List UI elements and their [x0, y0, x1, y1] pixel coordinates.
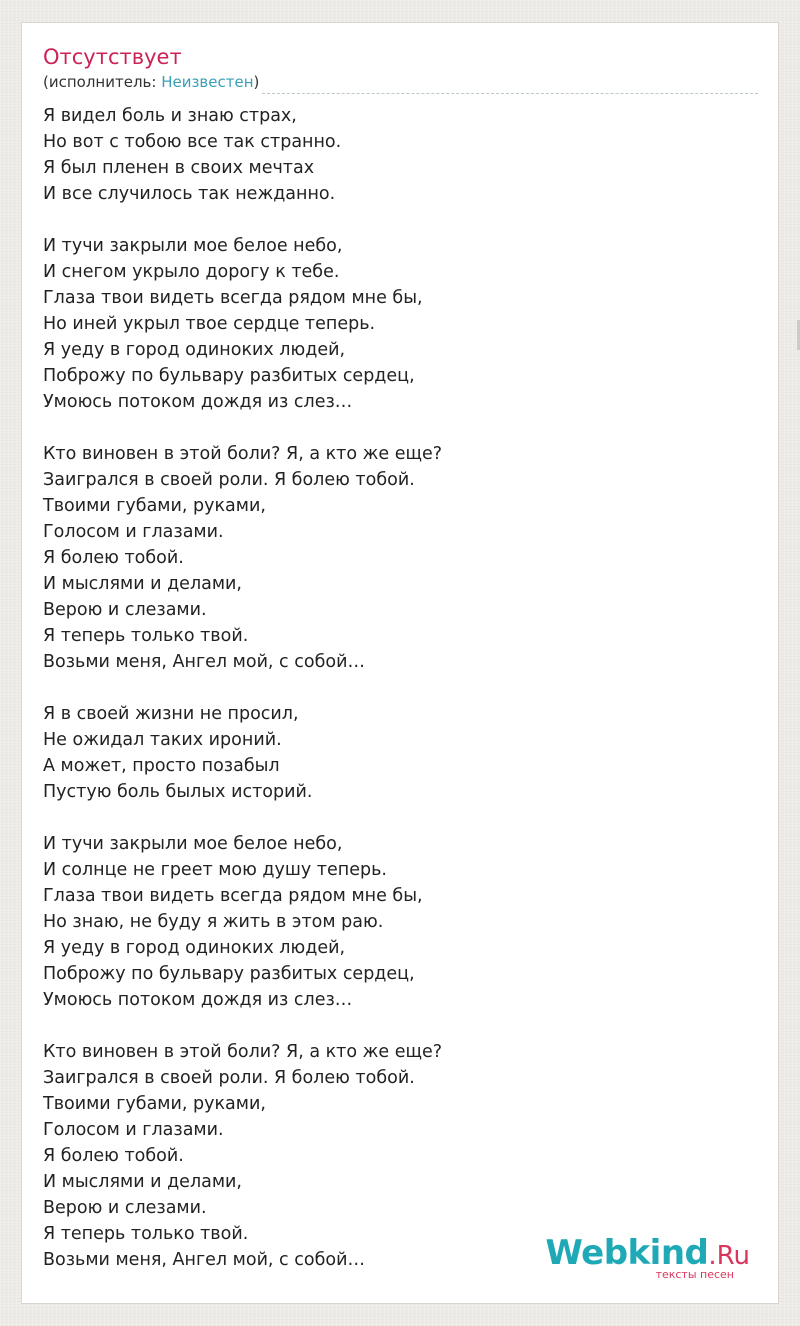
performer-line — [43, 72, 259, 92]
lyric-line: Умоюсь потоком дождя из слез… — [43, 392, 353, 412]
lyric-line: Умоюсь потоком дождя из слез… — [43, 990, 353, 1010]
lyric-line: Я видел боль и знаю страх, — [43, 106, 297, 126]
performer-link[interactable]: Неизвестен — [161, 73, 254, 91]
logo-tagline: тексты песен — [655, 1268, 734, 1281]
lyric-line: И тучи закрыли мое белое небо, — [43, 834, 343, 854]
lyric-line: Голосом и глазами. — [43, 522, 224, 542]
header-divider — [262, 93, 758, 94]
lyric-line: Я был пленен в своих мечтах — [43, 158, 315, 178]
lyric-line: Твоими губами, руками, — [43, 496, 266, 516]
lyric-line: Возьми меня, Ангел мой, с собой… — [43, 1250, 365, 1270]
performer-prefix: (исполнитель: — [43, 73, 162, 91]
lyrics-card — [21, 22, 779, 1304]
lyric-line: Я уеду в город одиноких людей, — [43, 340, 346, 360]
lyric-line: И тучи закрыли мое белое небо, — [43, 236, 343, 256]
lyric-line: Голосом и глазами. — [43, 1120, 224, 1140]
performer-suffix: ) — [253, 73, 260, 91]
lyric-line: Но вот с тобою все так странно. — [43, 132, 342, 152]
lyric-line: Заигрался в своей роли. Я болею тобой. — [43, 1068, 415, 1088]
lyric-line: А может, просто позабыл — [43, 756, 280, 776]
lyric-line: Заигрался в своей роли. Я болею тобой. — [43, 470, 415, 490]
lyrics-text — [43, 103, 743, 1273]
lyric-line: Верою и слезами. — [43, 1198, 207, 1218]
lyric-line: Твоими губами, руками, — [43, 1094, 266, 1114]
lyric-line: Поброжу по бульвару разбитых сердец, — [43, 964, 415, 984]
stanza-gap — [43, 415, 743, 441]
lyric-line: Глаза твои видеть всегда рядом мне бы, — [43, 886, 423, 906]
lyric-line: Я болею тобой. — [43, 1146, 184, 1166]
song-title: Отсутствует — [43, 45, 182, 69]
stanza-gap — [43, 1013, 743, 1039]
logo-name: Webkind — [545, 1233, 709, 1273]
lyric-line: Но знаю, не буду я жить в этом раю. — [43, 912, 384, 932]
lyric-line: Я уеду в город одиноких людей, — [43, 938, 346, 958]
lyric-line: Я теперь только твой. — [43, 1224, 249, 1244]
lyric-line: И снегом укрыло дорогу к тебе. — [43, 262, 340, 282]
lyric-line: И все случилось так нежданно. — [43, 184, 336, 204]
lyric-line: И солнце не греет мою душу теперь. — [43, 860, 387, 880]
lyric-line: Верою и слезами. — [43, 600, 207, 620]
lyric-line: И мыслями и делами, — [43, 574, 242, 594]
stanza-gap — [43, 805, 743, 831]
lyric-line: И мыслями и делами, — [43, 1172, 242, 1192]
lyric-line: Кто виновен в этой боли? Я, а кто же еще? — [43, 1042, 443, 1062]
lyric-line: Поброжу по бульвару разбитых сердец, — [43, 366, 415, 386]
logo-tld: .Ru — [708, 1241, 750, 1271]
stanza-gap — [43, 207, 743, 233]
stanza-gap — [43, 675, 743, 701]
lyric-line: Кто виновен в этой боли? Я, а кто же еще? — [43, 444, 443, 464]
site-logo[interactable] — [545, 1233, 750, 1283]
lyric-line: Но иней укрыл твое сердце теперь. — [43, 314, 376, 334]
lyric-line: Я в своей жизни не просил, — [43, 704, 299, 724]
lyric-line: Я теперь только твой. — [43, 626, 249, 646]
lyric-line: Пустую боль былых историй. — [43, 782, 313, 802]
lyric-line: Глаза твои видеть всегда рядом мне бы, — [43, 288, 423, 308]
lyric-line: Не ожидал таких ироний. — [43, 730, 282, 750]
lyric-line: Возьми меня, Ангел мой, с собой… — [43, 652, 365, 672]
lyric-line: Я болею тобой. — [43, 548, 184, 568]
